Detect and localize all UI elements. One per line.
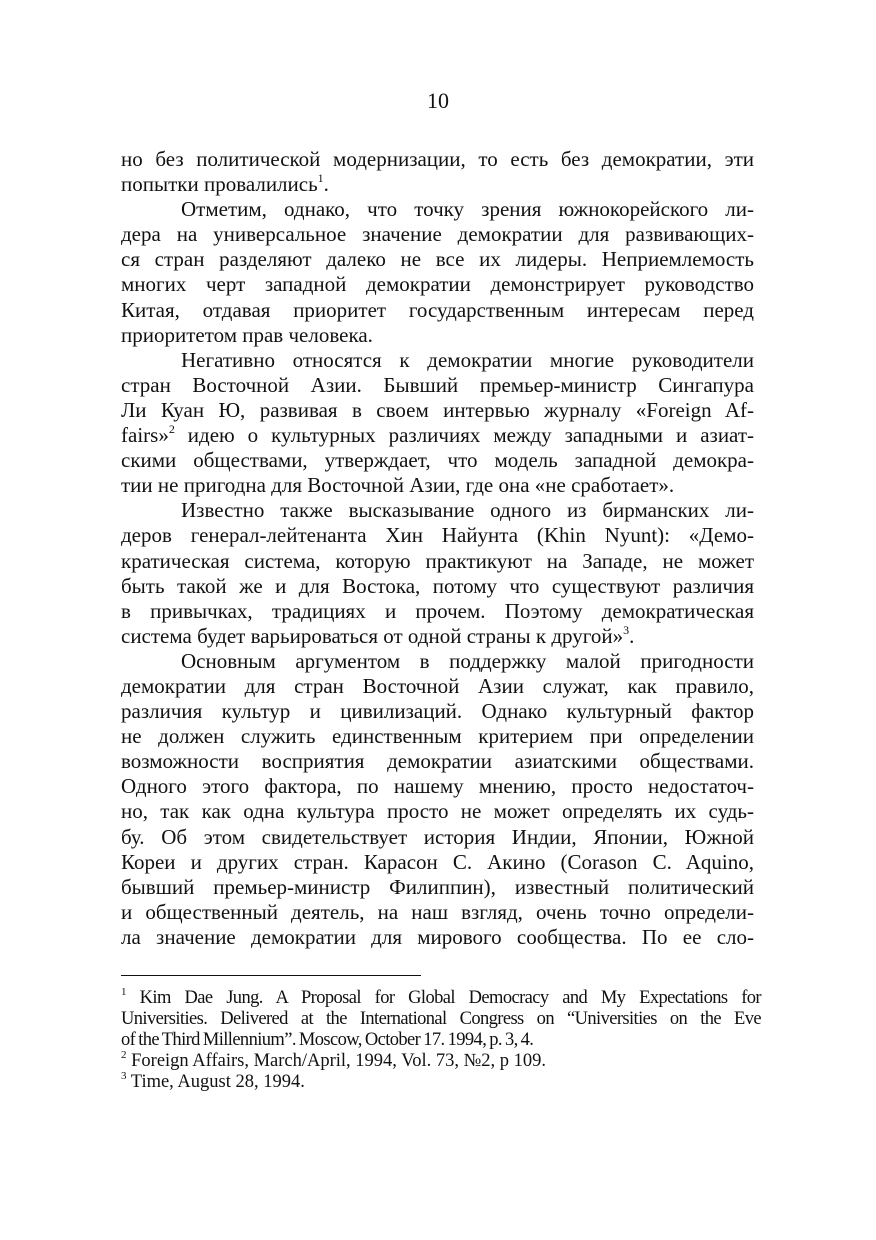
body-line bbox=[121, 624, 754, 649]
line-text: различия культур и цивилизаций. Однако культурный фактор bbox=[121, 699, 754, 724]
body-line bbox=[121, 172, 754, 197]
footnote-ref: 2 bbox=[168, 422, 175, 437]
line-text: ла значение демократии для мирового сообщества. По ее сло- bbox=[121, 924, 754, 949]
body-line bbox=[121, 599, 754, 624]
footnote-ref: 3 bbox=[623, 622, 630, 637]
line-text: скими обществами, утверждает, что модель западной демокра- bbox=[121, 448, 754, 473]
body-line bbox=[121, 549, 754, 574]
line-text: Отметим, однако, что точку зрения южнокорейского ли- bbox=[181, 197, 754, 222]
footnote-line bbox=[121, 1051, 761, 1072]
line-text: возможности восприятия демократии азиатскими обществами. bbox=[121, 749, 754, 774]
footnote-ref: 1 bbox=[317, 171, 324, 186]
line-text: Известно также высказывание одного из бирманских ли- bbox=[181, 498, 754, 523]
body-line bbox=[121, 398, 754, 423]
line-text: быть такой же и для Востока, потому что существуют различия bbox=[121, 573, 754, 598]
line-text: но без политической модернизации, то есть без демократии, эти bbox=[121, 147, 754, 171]
line-text: Одного этого фактора, по нашему мнению, просто недостаточ- bbox=[121, 774, 754, 799]
line-text: дера на универсальное значение демократии для развивающих- bbox=[121, 222, 754, 247]
line-text: деров генерал-лейтенанта Хин Найунта (Khin Nyunt): «Демо- bbox=[121, 523, 754, 548]
line-text-after: . bbox=[323, 172, 329, 197]
body-line bbox=[121, 197, 754, 222]
footnote-text: Foreign Affairs, March/April, 1994, Vol. 73, №2, p 109. bbox=[126, 1051, 546, 1071]
footnotes bbox=[121, 988, 761, 1093]
footnote-line bbox=[121, 1030, 761, 1051]
body-line bbox=[121, 774, 754, 799]
line-text: бу. Об этом свидетельствует история Индии, Японии, Южной bbox=[121, 824, 754, 849]
line-text: Основным аргументом в поддержку малой пригодности bbox=[181, 648, 754, 673]
line-text: демократии для стран Восточной Азии служат, как правило, bbox=[121, 673, 754, 698]
line-text: Кореи и других стран. Карасон С. Акино (Corason C. Aquino, bbox=[121, 849, 754, 874]
line-text: стран Восточной Азии. Бывший премьер-министр Сингапура bbox=[121, 372, 754, 397]
line-text: но, так как одна культура просто не может определять их судь- bbox=[121, 799, 754, 824]
line-text: кратическая система, которую практикуют на Западе, не может bbox=[121, 548, 754, 573]
line-text: бывший премьер-министр Филиппин), известный политический bbox=[121, 874, 754, 899]
line-text: Негативно относятся к демократии многие руководители bbox=[181, 347, 754, 372]
body-line bbox=[121, 875, 754, 900]
body-line bbox=[121, 523, 754, 548]
footnote-line bbox=[121, 1009, 761, 1030]
body-line bbox=[121, 373, 754, 398]
line-text: ся стран разделяют далеко не все их лидеры. Неприемлемость bbox=[121, 247, 754, 272]
body-line bbox=[121, 649, 754, 674]
line-text: не должен служить единственным критерием при определении bbox=[121, 724, 754, 749]
footnote-text: of the Third Millennium”. Moscow, October 17. 1994, p. 3, 4. bbox=[121, 1030, 534, 1050]
body-line bbox=[121, 674, 754, 699]
body-line bbox=[121, 825, 754, 850]
footnote-text: Universities. Delivered at the International Congress on “Universities on the Eve bbox=[121, 1009, 761, 1029]
footnote-line bbox=[121, 1072, 761, 1093]
body-line bbox=[121, 799, 754, 824]
line-text: fairs» bbox=[121, 423, 169, 448]
footnote-number: 2 bbox=[121, 1049, 127, 1061]
line-text: попытки провалились bbox=[121, 172, 318, 197]
line-text: Китая, отдавая приоритет государственным интересам перед bbox=[121, 297, 754, 322]
body-line bbox=[121, 323, 754, 348]
line-text: многих черт западной демократии демонстрирует руководство bbox=[121, 272, 754, 297]
body-line bbox=[121, 749, 754, 774]
line-text: приоритетом прав человека. bbox=[121, 322, 373, 347]
footnote-line bbox=[121, 988, 761, 1009]
footnote-separator bbox=[121, 975, 421, 976]
page-number: 10 bbox=[427, 88, 449, 113]
line-text-after: . bbox=[629, 623, 635, 648]
body-line bbox=[121, 473, 754, 498]
body-line bbox=[121, 498, 754, 523]
line-text: в привычках, традициях и прочем. Поэтому демократическая bbox=[121, 598, 754, 623]
line-text: тии не пригодна для Восточной Азии, где она «не сработает». bbox=[121, 473, 675, 498]
line-text: Ли Куан Ю, развивая в своем интервью журналу «Foreign Af- bbox=[121, 397, 754, 422]
footnote-number: 3 bbox=[121, 1070, 127, 1082]
body-line bbox=[121, 699, 754, 724]
body-line bbox=[121, 222, 754, 247]
body-line bbox=[121, 574, 754, 599]
body-line bbox=[121, 423, 754, 448]
line-text-after: идею о культурных различиях между западными и азиат- bbox=[174, 423, 754, 448]
body-line bbox=[121, 348, 754, 373]
body-line bbox=[121, 298, 754, 323]
body-line bbox=[121, 448, 754, 473]
body-text bbox=[121, 147, 754, 950]
body-line bbox=[121, 850, 754, 875]
body-line bbox=[121, 900, 754, 925]
body-line bbox=[121, 147, 754, 172]
body-line bbox=[121, 925, 754, 950]
footnote-text: Kim Dae Jung. A Proposal for Global Democracy and My Expectations for bbox=[125, 988, 761, 1008]
line-text: и общественный деятель, на наш взгляд, очень точно определи- bbox=[121, 899, 754, 924]
footnote-number: 1 bbox=[121, 986, 126, 998]
body-line bbox=[121, 272, 754, 297]
footnote-text: Time, August 28, 1994. bbox=[126, 1072, 305, 1092]
body-line bbox=[121, 724, 754, 749]
body-line bbox=[121, 247, 754, 272]
line-text: система будет варьироваться от одной страны к другой» bbox=[121, 623, 624, 648]
